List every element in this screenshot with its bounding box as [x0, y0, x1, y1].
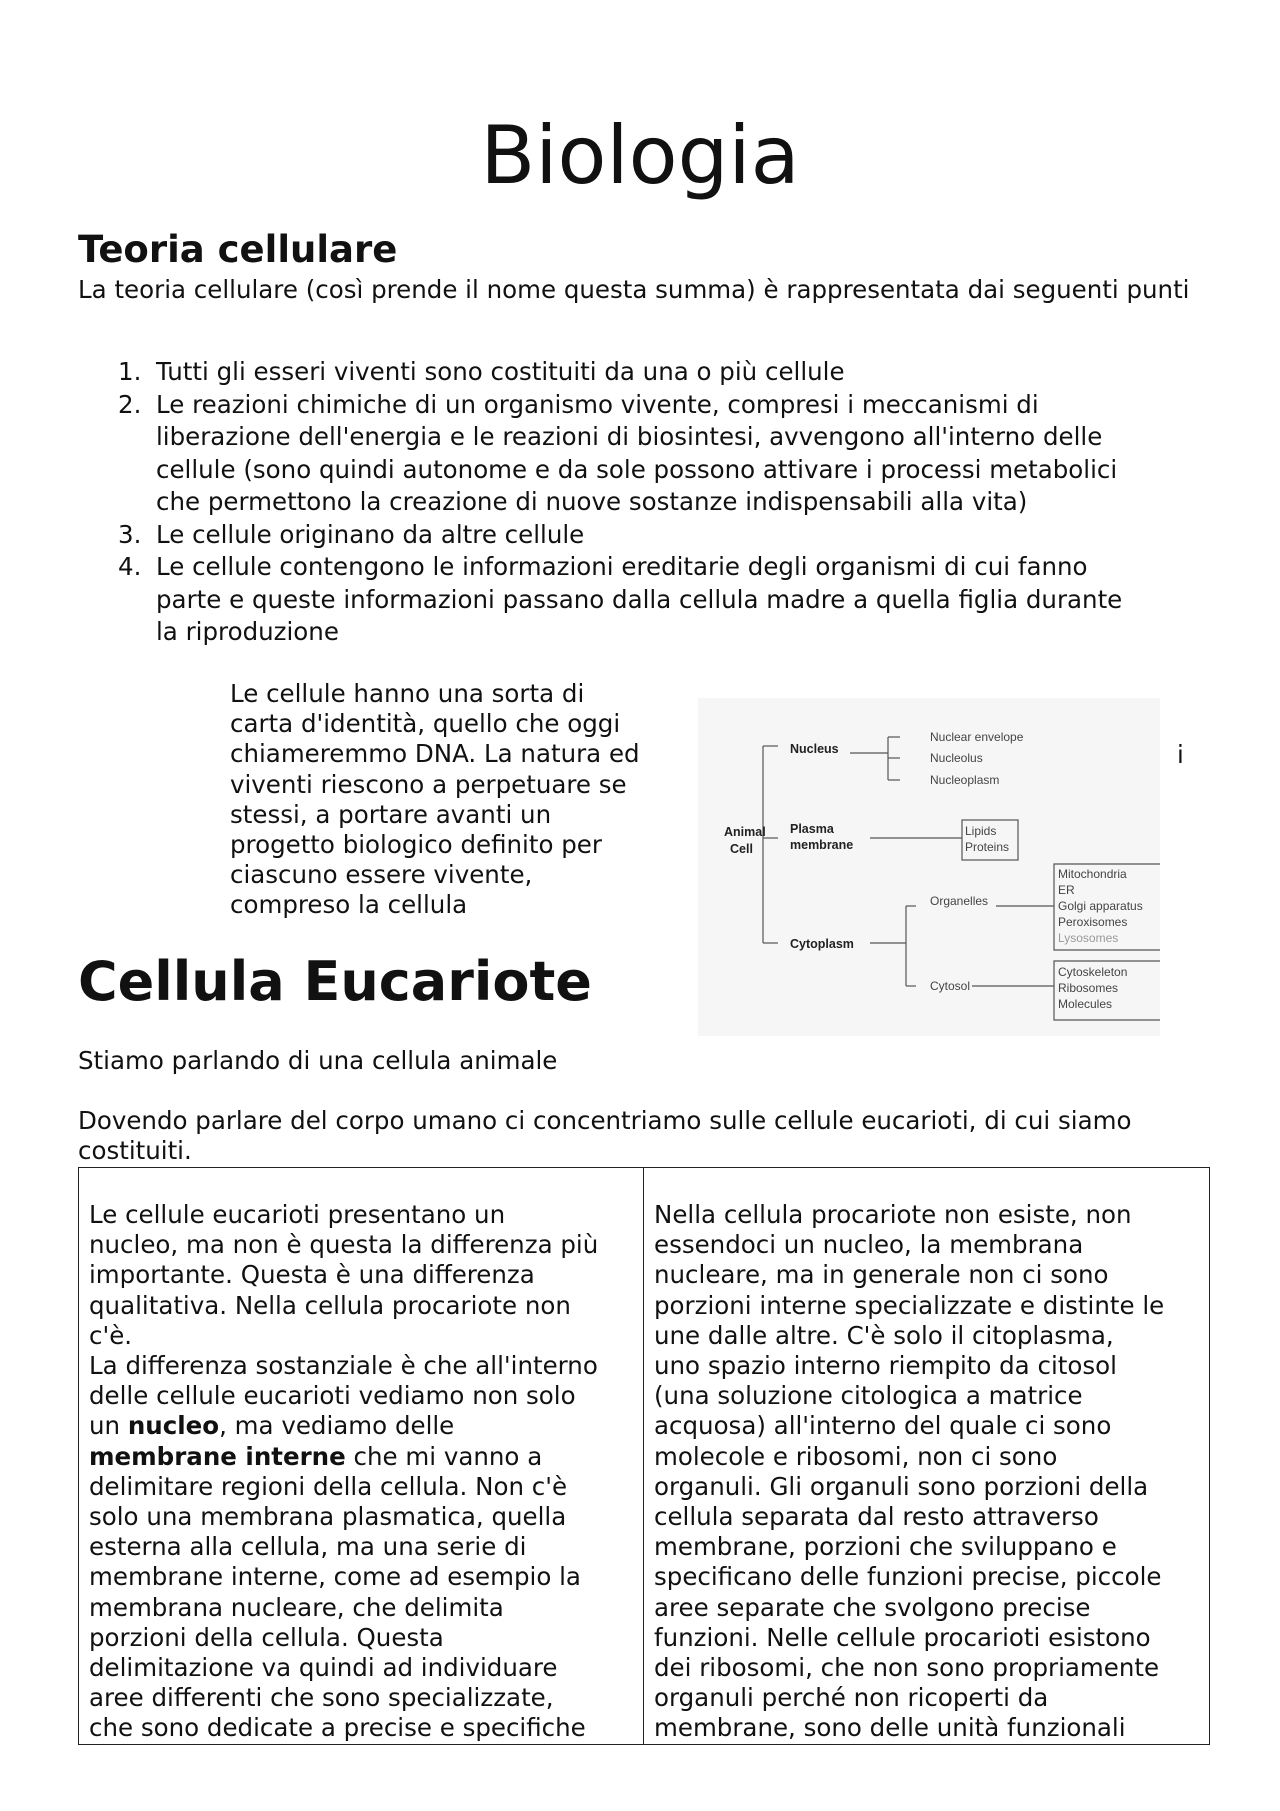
- cell-line: porzioni interne specializzate e distinte le: [654, 1290, 1165, 1320]
- cell-line: membrane interne, come ad esempio la: [89, 1562, 581, 1592]
- diagram-leaf-label: Nuclear envelope: [930, 730, 1024, 744]
- dna-paragraph: [230, 679, 680, 921]
- diagram-cytoplasm-label: Cytoplasm: [790, 937, 854, 951]
- cell-line: molecole e ribosomi, non ci sono: [654, 1441, 1058, 1471]
- diagram-root-label: Animal: [724, 825, 766, 839]
- diagram-leaf-label: Lipids: [965, 824, 997, 838]
- list-number: 3.: [118, 519, 142, 549]
- cell-line: importante. Questa è una differenza: [89, 1260, 535, 1290]
- cell-line: membrane, sono delle unità funzionali: [654, 1713, 1126, 1743]
- cell-line: essendoci un nucleo, la membrana: [654, 1230, 1084, 1260]
- diagram-plasma-label: membrane: [790, 838, 854, 852]
- cell-line: porzioni della cellula. Questa: [89, 1622, 444, 1652]
- cell-line: aree differenti che sono specializzate,: [89, 1683, 554, 1713]
- text-line: ciascuno essere vivente,: [230, 860, 533, 890]
- list-text: che permettono la creazione di nuove sostanze indispensabili alla vita): [156, 487, 1028, 516]
- diagram-leaf-label: Lysosomes: [1058, 931, 1119, 945]
- list-text: Tutti gli esseri viventi sono costituiti da una o più cellule: [156, 357, 845, 386]
- diagram-leaf-label: Nucleolus: [930, 751, 983, 765]
- cell-line: che sono dedicate a precise e specifiche: [89, 1713, 586, 1743]
- cell-line: acquosa) all'interno del quale ci sono: [654, 1411, 1112, 1441]
- list-item: [78, 356, 1198, 389]
- text-line: stessi, a portare avanti un: [230, 799, 552, 829]
- list-number: 1.: [118, 357, 142, 386]
- cell-line: uno spazio interno riempito da citosol: [654, 1351, 1117, 1381]
- cell-line: [89, 1411, 633, 1441]
- text-line: viventi riescono a perpetuare se: [230, 769, 627, 799]
- diagram-labels: [724, 742, 854, 951]
- cell-line: organuli perché non ricoperti da: [654, 1683, 1049, 1713]
- diagram-nucleus-label: Nucleus: [790, 742, 839, 756]
- list-number: 4.: [118, 552, 142, 581]
- heading-teoria-cellulare: Teoria cellulare: [78, 228, 398, 271]
- table-cell-eucarioti: [79, 1168, 644, 1745]
- cell-line: membrane, porzioni che sviluppano e: [654, 1532, 1117, 1562]
- diagram-organelles-label: Organelles: [930, 894, 989, 908]
- text-line: carta d'identità, quello che oggi: [230, 709, 621, 739]
- list-text: cellule (sono quindi autonome e da sole possono attivare i processi metabolici: [156, 454, 1118, 484]
- cell-line: [89, 1442, 633, 1472]
- cell-line: La differenza sostanziale è che all'interno: [89, 1351, 598, 1381]
- text-line: chiameremmo DNA. La natura ed: [230, 739, 640, 769]
- cell-line: delimitare regioni della cellula. Non c'è: [89, 1471, 568, 1501]
- cell-line: qualitativa. Nella cellula procariote non: [89, 1290, 571, 1320]
- diagram-cytosol-label: Cytosol: [930, 979, 971, 993]
- cell-line: solo una membrana plasmatica, quella: [89, 1502, 567, 1532]
- bold-term-nucleo: nucleo: [127, 1411, 220, 1441]
- cell-line: nucleare, ma in generale non ci sono: [654, 1260, 1109, 1290]
- list-item: [78, 389, 1198, 519]
- list-text: Le cellule originano da altre cellule: [156, 519, 585, 549]
- cell-line: funzioni. Nelle cellule procarioti esistono: [654, 1622, 1151, 1652]
- table-cell-procarioti: [644, 1168, 1210, 1745]
- text-segment: che mi vanno a: [345, 1441, 543, 1471]
- bold-term-membrane-interne: membrane interne: [89, 1441, 346, 1471]
- cell-line: Le cellule eucarioti presentano un: [89, 1200, 506, 1229]
- diagram-root-label: Cell: [730, 842, 753, 856]
- text-line: Le cellule hanno una sorta di: [230, 679, 585, 708]
- diagram-leaf-label: Mitochondria: [1058, 867, 1127, 881]
- diagram-sublabels: [930, 730, 1143, 1011]
- cell-line: (una soluzione citologica a matrice: [654, 1381, 1083, 1411]
- cell-line: une dalle altre. C'è solo il citoplasma,: [654, 1320, 1114, 1350]
- list-text: la riproduzione: [156, 617, 339, 646]
- list-text: Le cellule contengono le informazioni ereditarie degli organismi di cui fanno: [156, 552, 1088, 581]
- intro-paragraph: La teoria cellulare (così prende il nome questa summa) è rappresentata dai seguenti punti: [78, 275, 1190, 304]
- table-row: [79, 1168, 1210, 1745]
- diagram-leaf-label: Nucleoplasm: [930, 773, 1000, 787]
- comparison-table: [78, 1167, 1210, 1745]
- heading-cellula-eucariote: Cellula Eucariote: [78, 950, 592, 1013]
- theory-points-list: [78, 356, 1198, 649]
- page-title: Biologia: [480, 109, 800, 202]
- diagram-svg: [698, 698, 1160, 1036]
- cell-line: c'è.: [89, 1320, 133, 1350]
- diagram-leaf-label: Proteins: [965, 840, 1010, 854]
- paragraph-corpo-umano: Dovendo parlare del corpo umano ci concentriamo sulle cellule eucarioti, di cui siamo costituiti.: [78, 1106, 1132, 1165]
- cell-line: delle cellule eucarioti vediamo non solo: [89, 1381, 576, 1411]
- text-segment: un: [89, 1411, 128, 1441]
- cell-line: dei ribosomi, che non sono propriamente: [654, 1653, 1160, 1683]
- diagram-leaf-label: Peroxisomes: [1058, 915, 1128, 929]
- cell-line: organuli. Gli organuli sono porzioni della: [654, 1471, 1149, 1501]
- cell-line: nucleo, ma non è questa la differenza più: [89, 1230, 599, 1260]
- list-number: 2.: [118, 389, 142, 419]
- diagram-plasma-label: Plasma: [790, 822, 834, 836]
- paragraph-cellula-animale: Stiamo parlando di una cellula animale: [78, 1046, 558, 1075]
- cell-line: delimitazione va quindi ad individuare: [89, 1653, 558, 1683]
- text-line: compreso la cellula: [230, 890, 468, 920]
- list-item: [78, 519, 1198, 552]
- cell-line: specificano delle funzioni precise, piccole: [654, 1562, 1162, 1592]
- cell-line: esterna alla cellula, ma una serie di: [89, 1532, 527, 1562]
- diagram-leaf-label: Cytoskeleton: [1058, 965, 1128, 979]
- cell-structure-diagram: [698, 698, 1160, 1036]
- cell-line: cellula separata dal resto attraverso: [654, 1502, 1099, 1532]
- list-text: parte e queste informazioni passano dalla cellula madre a quella figlia durante: [156, 584, 1123, 614]
- list-text: Le reazioni chimiche di un organismo vivente, compresi i meccanismi di: [156, 389, 1039, 419]
- diagram-leaf-label: Golgi apparatus: [1058, 899, 1143, 913]
- diagram-leaf-label: Ribosomes: [1058, 981, 1119, 995]
- cell-line: aree separate che svolgono precise: [654, 1592, 1091, 1622]
- list-item: [78, 551, 1198, 649]
- diagram-leaf-label: ER: [1058, 883, 1075, 897]
- text-line: progetto biologico definito per: [230, 830, 602, 860]
- cell-line: membrana nucleare, che delimita: [89, 1592, 504, 1622]
- stray-character: i: [1177, 740, 1184, 769]
- cell-line: Nella cellula procariote non esiste, non: [654, 1200, 1132, 1229]
- list-text: liberazione dell'energia e le reazioni di biosintesi, avvengono all'interno delle: [156, 422, 1103, 451]
- diagram-leaf-label: Molecules: [1058, 997, 1113, 1011]
- text-segment: , ma vediamo delle: [219, 1411, 455, 1441]
